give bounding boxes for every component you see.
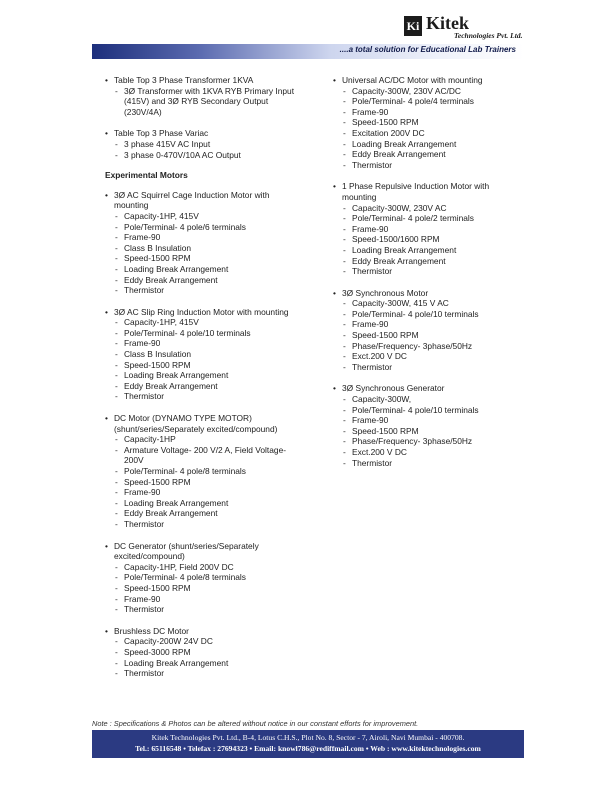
product-item: [104, 413, 304, 530]
spec-item: - Thermistor: [114, 668, 304, 679]
spec-item: - Frame-90: [342, 224, 522, 235]
spec-item: - Capacity-300W, 230V AC/DC: [342, 86, 522, 97]
spec-item: - Frame-90: [342, 319, 522, 330]
spec-item: - Exct.200 V DC: [342, 447, 522, 458]
spec-item: - Frame-90: [114, 338, 304, 349]
header-banner: [92, 44, 524, 59]
spec-item: - Frame-90: [342, 415, 522, 426]
company-subtitle: Technologies Pvt. Ltd.: [454, 31, 523, 40]
product-item: [104, 307, 304, 402]
spec-item: - Thermistor: [342, 458, 522, 469]
product-item: [104, 541, 304, 615]
spec-item: - Capacity-300W,: [342, 394, 522, 405]
spec-list: [342, 86, 522, 171]
product-title: Brushless DC Motor: [114, 625, 189, 636]
bullet-icon: •: [333, 383, 336, 394]
spec-item: - Speed-3000 RPM: [114, 647, 304, 658]
spec-list: [114, 86, 304, 118]
spec-item: - Speed-1500 RPM: [342, 117, 522, 128]
spec-list: [342, 394, 522, 468]
spec-item: - Capacity-1HP: [114, 434, 304, 445]
spec-item: - Armature Voltage- 200 V/2 A, Field Voltage- 200V: [114, 445, 304, 466]
spec-item: - Pole/Terminal- 4 pole/8 terminals: [114, 466, 304, 477]
spec-list: [114, 317, 304, 402]
spec-item: - Phase/Frequency- 3phase/50Hz: [342, 436, 522, 447]
spec-item: - Thermistor: [114, 604, 304, 615]
spec-item: - Loading Break Arrangement: [114, 264, 304, 275]
spec-item: - Pole/Terminal- 4 pole/2 terminals: [342, 213, 522, 224]
spec-item: - Excitation 200V DC: [342, 128, 522, 139]
spec-item: - Pole/Terminal- 4 pole/8 terminals: [114, 572, 304, 583]
spec-item: - Eddy Break Arrangement: [114, 508, 304, 519]
footer-note: Note : Specifications & Photos can be altered without notice in our constant efforts for improvement.: [92, 719, 419, 728]
product-title: Universal AC/DC Motor with mounting: [342, 75, 483, 85]
spec-item: - Speed-1500 RPM: [342, 330, 522, 341]
spec-item: - Eddy Break Arrangement: [114, 381, 304, 392]
spec-item: - Pole/Terminal- 4 pole/6 terminals: [114, 222, 304, 233]
company-name: Kitek: [426, 13, 469, 33]
spec-item: - Class B Insulation: [114, 349, 304, 360]
product-title: DC Motor (DYNAMO TYPE MOTOR) (shunt/series/Separately excited/compound): [114, 413, 278, 434]
left-motor-items: [104, 190, 304, 679]
right-column: [332, 75, 522, 468]
spec-item: - Speed-1500 RPM: [114, 477, 304, 488]
spec-item: - Eddy Break Arrangement: [114, 275, 304, 286]
spec-item: - Loading Break Arrangement: [342, 139, 522, 150]
spec-item: - Thermistor: [114, 391, 304, 402]
spec-item: - Eddy Break Arrangement: [342, 149, 522, 160]
spec-item: - Capacity-1HP, 415V: [114, 211, 304, 222]
bullet-icon: •: [105, 189, 108, 200]
logo-mark-icon: Ki: [404, 16, 422, 36]
product-item: [332, 383, 522, 468]
spec-list: [342, 298, 522, 372]
spec-item: - Eddy Break Arrangement: [342, 256, 522, 267]
product-item: [332, 75, 522, 170]
spec-item: - Capacity-300W, 230V AC: [342, 203, 522, 214]
spec-item: - Exct.200 V DC: [342, 351, 522, 362]
spec-item: - Frame-90: [114, 232, 304, 243]
spec-item: - Thermistor: [342, 266, 522, 277]
product-item: [104, 128, 304, 160]
left-top-items: [104, 75, 304, 160]
spec-item: - Frame-90: [114, 594, 304, 605]
spec-list: [114, 139, 304, 160]
spec-item: - Thermistor: [342, 362, 522, 373]
spec-item: - Loading Break Arrangement: [114, 658, 304, 669]
product-title: 3Ø Synchronous Motor: [342, 287, 429, 298]
spec-item: - Frame-90: [342, 107, 522, 118]
bullet-icon: •: [333, 181, 336, 192]
product-title: DC Generator (shunt/series/Separately excited/compound): [114, 540, 259, 562]
product-title: Table Top 3 Phase Transformer 1KVA: [114, 75, 254, 85]
spec-list: [114, 636, 304, 678]
bullet-icon: •: [105, 413, 108, 424]
spec-item: - Speed-1500 RPM: [114, 253, 304, 264]
spec-item: - Pole/Terminal- 4 pole/10 terminals: [342, 405, 522, 416]
spec-list: [114, 562, 304, 615]
spec-item: - Loading Break Arrangement: [342, 245, 522, 256]
spec-item: - Capacity-1HP, Field 200V DC: [114, 562, 304, 573]
product-item: [332, 181, 522, 276]
spec-item: - Pole/Terminal- 4 pole/4 terminals: [342, 96, 522, 107]
spec-item: - 3 phase 415V AC Input: [114, 139, 304, 150]
bullet-icon: •: [105, 306, 108, 317]
spec-item: - Speed-1500 RPM: [114, 583, 304, 594]
right-motor-items: [332, 75, 522, 468]
spec-list: [114, 434, 304, 529]
spec-item: - Thermistor: [114, 285, 304, 296]
product-title: 3Ø AC Slip Ring Induction Motor with mounting: [114, 306, 289, 317]
spec-item: - Speed-1500 RPM: [114, 360, 304, 371]
footer-contact: Tel.: 65116548 • Telefax : 27694323 • Email: knowl786@rediffmail.com • Web : www.kitektechnologies.com: [135, 744, 481, 753]
spec-item: - Capacity-300W, 415 V AC: [342, 298, 522, 309]
product-item: [104, 626, 304, 679]
spec-item: - Loading Break Arrangement: [114, 370, 304, 381]
spec-item: - Speed-1500 RPM: [342, 426, 522, 437]
bullet-icon: •: [333, 75, 336, 85]
left-column: [104, 75, 304, 679]
bullet-icon: •: [105, 75, 108, 85]
bullet-icon: •: [333, 287, 336, 298]
footer-address: Kitek Technologies Pvt. Ltd., B-4, Lotus C.H.S., Plot No. 8, Sector - 7, Airoli, Navi Mumbai - 400708.: [151, 733, 465, 742]
footer-bar: [92, 730, 524, 758]
spec-item: - Class B Insulation: [114, 243, 304, 254]
spec-item: - Phase/Frequency- 3phase/50Hz: [342, 341, 522, 352]
spec-item: - 3 phase 0-470V/10A AC Output: [114, 150, 304, 161]
product-item: [332, 288, 522, 373]
product-item: [104, 190, 304, 296]
spec-item: - Frame-90: [114, 487, 304, 498]
spec-item: - Capacity-200W 24V DC: [114, 636, 304, 647]
spec-list: [114, 211, 304, 296]
spec-item: - Pole/Terminal- 4 pole/10 terminals: [114, 328, 304, 339]
product-title: Table Top 3 Phase Variac: [114, 128, 209, 139]
spec-item: - Pole/Terminal- 4 pole/10 terminals: [342, 309, 522, 320]
spec-item: - Thermistor: [342, 160, 522, 171]
bullet-icon: •: [105, 625, 108, 636]
product-title: 1 Phase Repulsive Induction Motor with mounting: [342, 181, 490, 202]
product-title: 3Ø AC Squirrel Cage Induction Motor with mounting: [114, 189, 270, 211]
spec-item: - Speed-1500/1600 RPM: [342, 234, 522, 245]
tagline: ....a total solution for Educational Lab Trainers: [339, 45, 516, 54]
bullet-icon: •: [105, 128, 108, 139]
section-heading-experimental-motors: Experimental Motors: [105, 170, 188, 181]
spec-item: - Loading Break Arrangement: [114, 498, 304, 509]
spec-list: [342, 203, 522, 277]
spec-item: - 3Ø Transformer with 1KVA RYB Primary Input (415V) and 3Ø RYB Secondary Output (230V/4A): [114, 86, 304, 118]
spec-item: - Capacity-1HP, 415V: [114, 317, 304, 328]
product-title: 3Ø Synchronous Generator: [342, 383, 445, 394]
bullet-icon: •: [105, 540, 108, 551]
product-item: [104, 75, 304, 117]
spec-item: - Thermistor: [114, 519, 304, 530]
